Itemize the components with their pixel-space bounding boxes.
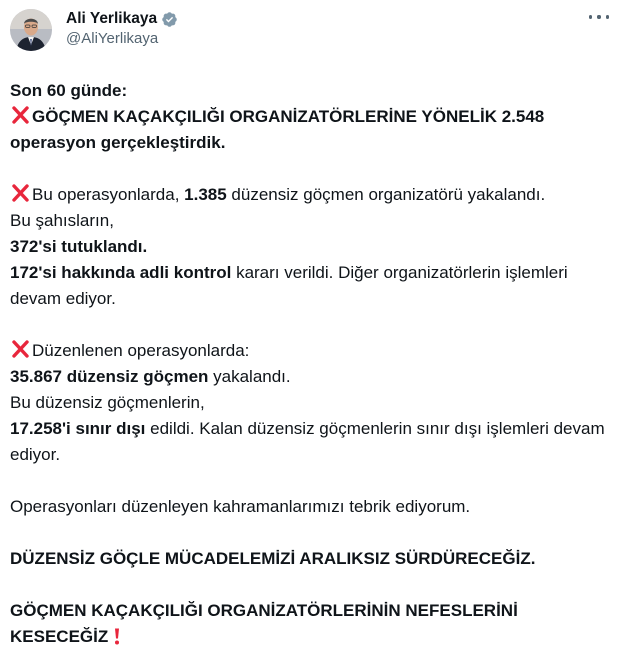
s2-line4-rest: kararı verildi. Diğer organizatörlerin işlemleri devam ediyor. xyxy=(10,263,568,308)
intro-text: Son 60 günde: xyxy=(10,81,128,100)
tweet-text xyxy=(10,78,613,650)
s3-line1-text: Düzenlenen operasyonlarda: xyxy=(32,341,250,360)
cross-mark-emoji xyxy=(10,184,31,202)
avatar[interactable] xyxy=(10,9,52,51)
tweet-header xyxy=(10,8,613,56)
s2-organizer-count: 1.385 xyxy=(184,185,227,204)
section3-line1 xyxy=(10,338,613,364)
author-block xyxy=(66,9,178,49)
congrats-text: Operasyonları düzenleyen kahramanlarımızı tebrik ediyorum. xyxy=(10,497,471,516)
s3-line4-rest: edildi. Kalan düzensiz göçmenlerin sınır dışı işlemleri devam ediyor. xyxy=(10,419,605,464)
s3-line4-bold: 17.258'i sınır dışı xyxy=(10,419,146,438)
s3-line4 xyxy=(10,416,613,468)
verified-badge-icon xyxy=(161,11,178,28)
closing-line2-text: GÖÇMEN KAÇAKÇILIĞI ORGANİZATÖRLERİNİN NEFESLERİNİ KESECEĞİZ xyxy=(10,601,518,646)
s3-line2-rest: yakalandı. xyxy=(208,367,291,386)
s3-line3: Bu düzensiz göçmenlerin, xyxy=(10,393,205,412)
closing-line2 xyxy=(10,598,613,650)
section2-line1 xyxy=(10,182,613,208)
headline-text: GÖÇMEN KAÇAKÇILIĞI ORGANİZATÖRLERİNE YÖNELİK 2.548 operasyon gerçekleştirdik. xyxy=(10,107,545,152)
closing-line1: DÜZENSİZ GÖÇLE MÜCADELEMİZİ ARALIKSIZ SÜRDÜRECEĞİZ. xyxy=(10,549,536,568)
s2-line4 xyxy=(10,260,613,312)
author-handle[interactable]: @AliYerlikaya xyxy=(66,30,159,47)
author-display-name[interactable]: Ali Yerlikaya xyxy=(66,10,158,27)
red-exclamation-emoji xyxy=(112,627,122,645)
more-options-icon[interactable] xyxy=(589,10,609,24)
s2-text-c: düzensiz göçmen organizatörü yakalandı. xyxy=(226,185,546,204)
headline-paragraph xyxy=(10,104,613,156)
s2-text-a: Bu operasyonlarda, xyxy=(32,185,185,204)
s2-line3: 372'si tutuklandı. xyxy=(10,237,148,256)
s3-line2 xyxy=(10,364,613,390)
cross-mark-emoji xyxy=(10,106,31,124)
s3-line2-bold: 35.867 düzensiz göçmen xyxy=(10,367,209,386)
cross-mark-emoji xyxy=(10,340,31,358)
s2-line2: Bu şahısların, xyxy=(10,211,114,230)
s2-line4-bold: 172'si hakkında adli kontrol xyxy=(10,263,232,282)
